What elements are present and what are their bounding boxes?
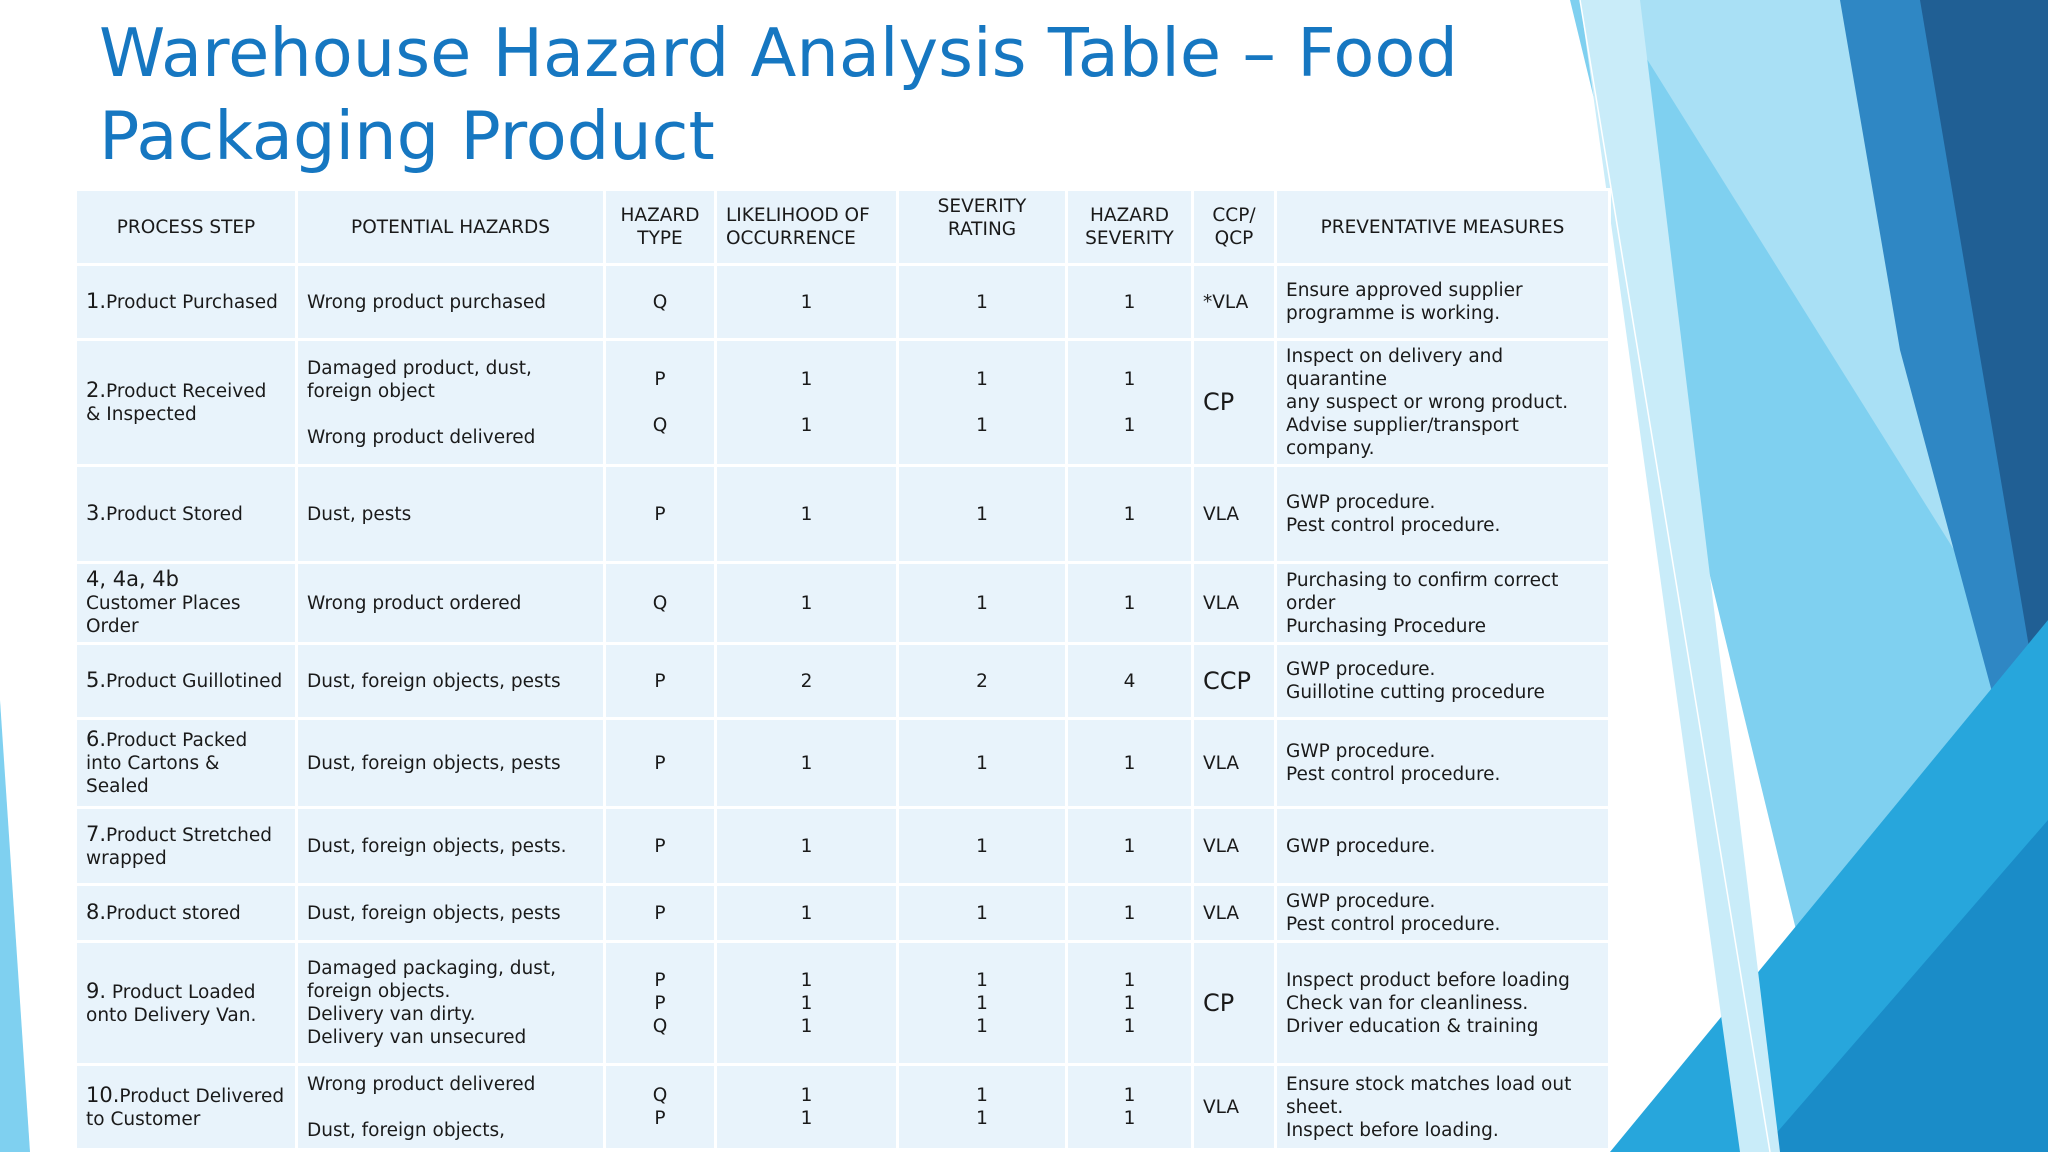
preventative-measures-cell: GWP procedure. Pest control procedure. [1277,467,1608,561]
table-row [77,266,1608,338]
hazard-type-cell: P [606,645,714,717]
severity-rating-cell: 1 [899,266,1065,338]
potential-hazards-cell: Damaged product, dust, foreign object Wrong product delivered [298,341,603,464]
likelihood-cell: 1 [717,266,896,338]
step-label: Product Packed into Cartons & Sealed [86,730,248,797]
hazard-severity-cell: 1 1 [1068,1066,1191,1148]
process-step-cell [77,467,295,561]
step-number: 1. [86,289,107,313]
process-step-cell [77,886,295,940]
potential-hazards-cell: Wrong product purchased [298,266,603,338]
step-number: 3. [86,501,107,525]
table-row [77,720,1608,806]
likelihood-cell: 1 [717,720,896,806]
ccp-qcp-cell: VLA [1194,564,1274,642]
table-row [77,886,1608,940]
potential-hazards-cell: Dust, foreign objects, pests [298,720,603,806]
ccp-qcp-cell: VLA [1194,1066,1274,1148]
hazard-type-cell: P P Q [606,943,714,1063]
step-number: 8. [86,900,107,924]
header-potential-hazards: POTENTIAL HAZARDS [298,191,603,263]
step-number: 7. [86,821,107,846]
hazard-severity-cell: 1 1 1 [1068,943,1191,1063]
ccp-qcp-cell: CP [1194,341,1274,464]
preventative-measures-cell: Inspect product before loading Check van for cleanliness. Driver education & training [1277,943,1608,1063]
hazard-type-cell: P [606,809,714,883]
severity-rating-cell: 1 1 [899,341,1065,464]
step-label: Product Loaded onto Delivery Van. [86,981,257,1026]
table-row [77,809,1608,883]
likelihood-cell: 1 1 [717,341,896,464]
potential-hazards-cell: Dust, pests [298,467,603,561]
table-header-row [77,191,1608,263]
severity-rating-cell: 1 [899,720,1065,806]
potential-hazards-cell: Wrong product ordered [298,564,603,642]
ccp-qcp-cell: CCP [1194,645,1274,717]
header-hazard-type: HAZARD TYPE [606,191,714,263]
preventative-measures-cell: Inspect on delivery and quarantine any suspect or wrong product. Advise supplier/transport company. [1277,341,1608,464]
step-label: Product Delivered to Customer [86,1085,285,1130]
header-severity-rating: SEVERITY RATING [899,191,1065,263]
hazard-severity-cell: 1 [1068,467,1191,561]
hazard-severity-cell: 1 [1068,886,1191,940]
step-number: 2. [86,378,107,402]
likelihood-cell: 1 1 1 [717,943,896,1063]
hazard-type-cell: P [606,467,714,561]
step-number: 5. [86,668,107,692]
potential-hazards-cell: Dust, foreign objects, pests. [298,809,603,883]
likelihood-cell: 1 1 [717,1066,896,1148]
process-step-cell [77,564,295,642]
process-step-cell [77,341,295,464]
process-step-cell [77,645,295,717]
table-row [77,467,1608,561]
potential-hazards-cell: Damaged packaging, dust, foreign objects. Delivery van dirty. Delivery van unsecured [298,943,603,1063]
preventative-measures-cell: GWP procedure. Guillotine cutting procedure [1277,645,1608,717]
likelihood-cell: 1 [717,564,896,642]
hazard-type-cell: P [606,720,714,806]
step-number: 4, 4a, 4b [86,567,179,591]
step-label: Product Stored [106,504,243,525]
severity-rating-cell: 1 [899,809,1065,883]
preventative-measures-cell: Ensure approved supplier programme is working. [1277,266,1608,338]
ccp-qcp-cell: VLA [1194,886,1274,940]
hazard-severity-cell: 4 [1068,645,1191,717]
header-preventative-measures: PREVENTATIVE MEASURES [1277,191,1608,263]
process-step-cell [77,266,295,338]
likelihood-cell: 2 [717,645,896,717]
table-row [77,943,1608,1063]
ccp-qcp-cell: VLA [1194,467,1274,561]
potential-hazards-cell: Dust, foreign objects, pests [298,645,603,717]
ccp-qcp-cell: *VLA [1194,266,1274,338]
process-step-cell [77,809,295,883]
page-title: Warehouse Hazard Analysis Table – Food Packaging Product [99,14,1458,175]
preventative-measures-cell: Purchasing to confirm correct order Purchasing Procedure [1277,564,1608,642]
ccp-qcp-cell: CP [1194,943,1274,1063]
step-label: Product Stretched wrapped [86,824,273,869]
hazard-severity-cell: 1 1 [1068,341,1191,464]
hazard-severity-cell: 1 [1068,266,1191,338]
hazard-type-cell: P Q [606,341,714,464]
process-step-cell [77,720,295,806]
hazard-type-cell: Q [606,266,714,338]
preventative-measures-cell: GWP procedure. Pest control procedure. [1277,720,1608,806]
header-likelihood: LIKELIHOOD OF OCCURRENCE [717,191,896,263]
step-label: Product Guillotined [106,671,283,692]
preventative-measures-cell: GWP procedure. [1277,809,1608,883]
severity-rating-cell: 1 1 [899,1066,1065,1148]
severity-rating-cell: 2 [899,645,1065,717]
process-step-cell [77,1066,295,1148]
hazard-analysis-table [74,188,1611,1151]
header-hazard-severity: HAZARD SEVERITY [1068,191,1191,263]
likelihood-cell: 1 [717,809,896,883]
severity-rating-cell: 1 [899,467,1065,561]
severity-rating-cell: 1 [899,886,1065,940]
table-row [77,1066,1608,1148]
potential-hazards-cell: Wrong product delivered Dust, foreign objects, [298,1066,603,1148]
table-row [77,645,1608,717]
step-label: Product Received & Inspected [86,381,267,425]
hazard-severity-cell: 1 [1068,809,1191,883]
step-number: 6. [86,727,107,751]
step-number: 9. [86,978,107,1003]
step-label: Product Purchased [106,292,278,313]
header-process-step: PROCESS STEP [77,191,295,263]
likelihood-cell: 1 [717,886,896,940]
step-label: Product stored [106,903,241,924]
severity-rating-cell: 1 1 1 [899,943,1065,1063]
hazard-type-cell: P [606,886,714,940]
step-number: 10. [86,1082,120,1107]
table-row [77,564,1608,642]
hazard-severity-cell: 1 [1068,720,1191,806]
ccp-qcp-cell: VLA [1194,809,1274,883]
severity-rating-cell: 1 [899,564,1065,642]
hazard-severity-cell: 1 [1068,564,1191,642]
potential-hazards-cell: Dust, foreign objects, pests [298,886,603,940]
hazard-type-cell: Q P [606,1066,714,1148]
preventative-measures-cell: Ensure stock matches load out sheet. Inspect before loading. [1277,1066,1608,1148]
table-row [77,341,1608,464]
header-ccp-qcp: CCP/ QCP [1194,191,1274,263]
step-label: Customer Places Order [86,593,241,637]
preventative-measures-cell: GWP procedure. Pest control procedure. [1277,886,1608,940]
hazard-type-cell: Q [606,564,714,642]
ccp-qcp-cell: VLA [1194,720,1274,806]
likelihood-cell: 1 [717,467,896,561]
process-step-cell [77,943,295,1063]
